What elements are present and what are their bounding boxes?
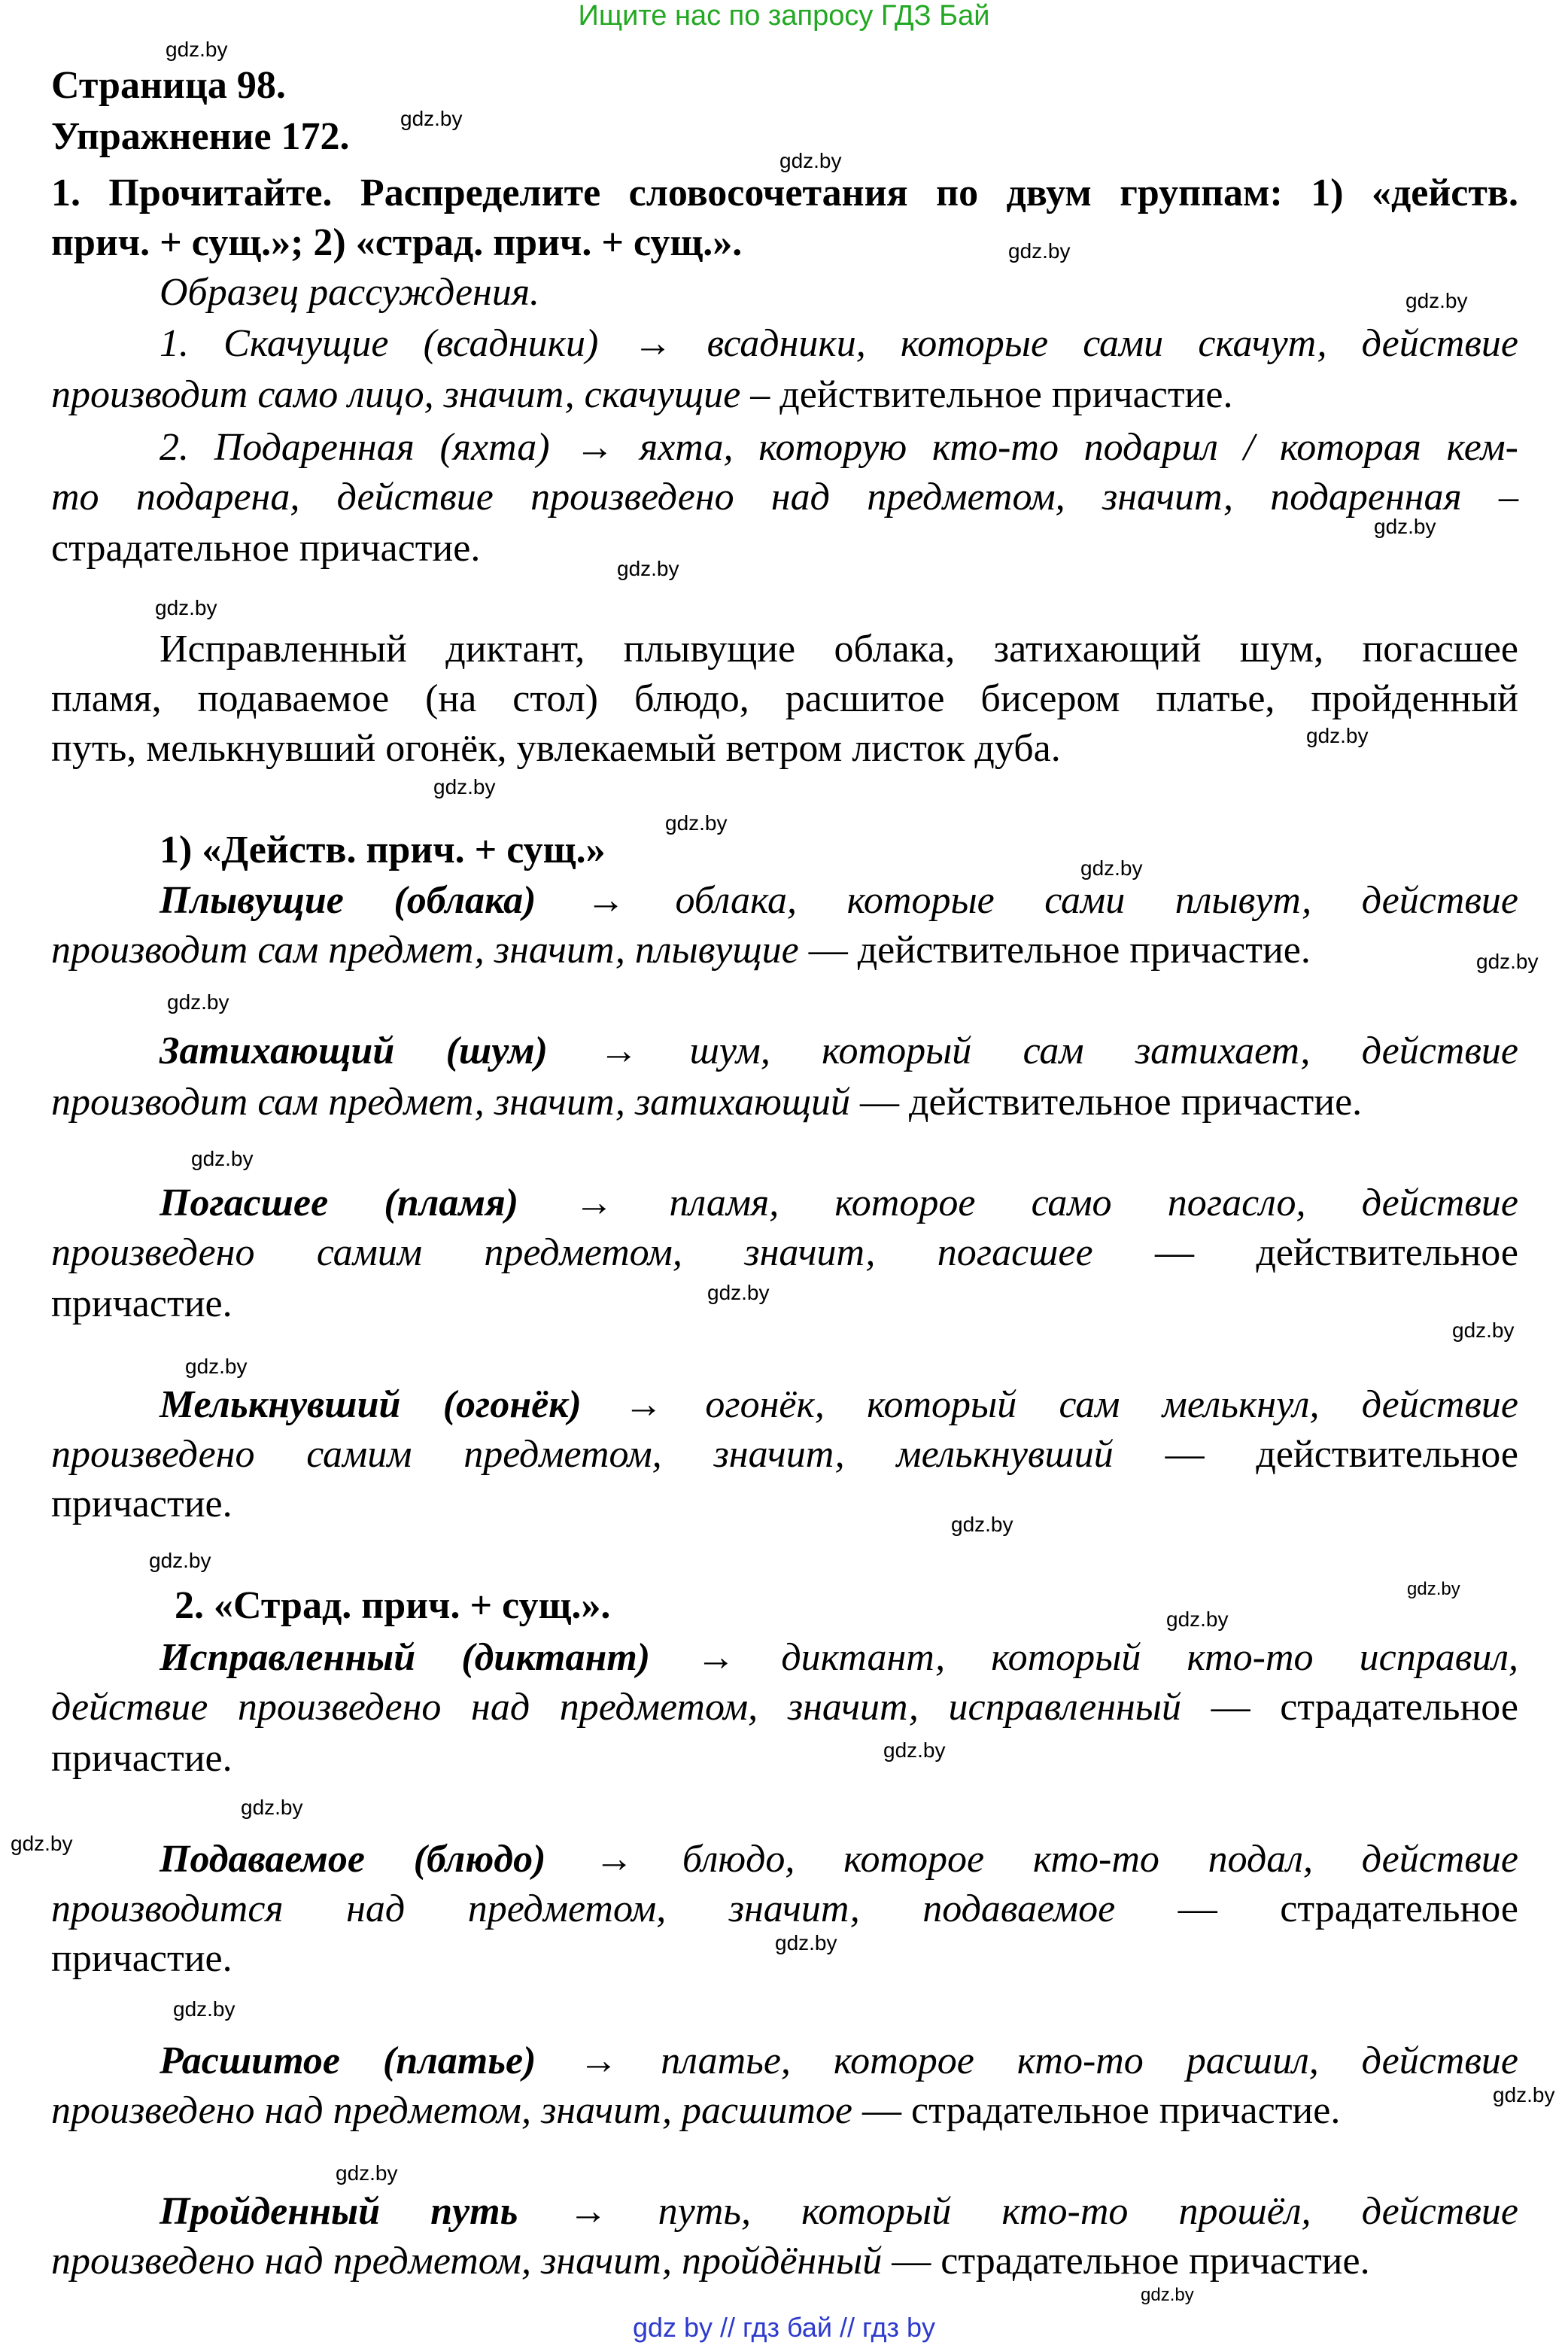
g2-item-2-line-1	[160, 1835, 1518, 1884]
watermark: gdz.by	[951, 1513, 1013, 1536]
g1-item-4-line-2	[51, 1430, 1518, 1480]
watermark: gdz.by	[665, 811, 728, 835]
exercise-title: Упражнение 172.	[51, 115, 350, 158]
group1-heading: 1) «Действ. прич. + сущ.»	[160, 829, 606, 871]
g1-item-2-term: Затихающий (шум)	[160, 1030, 548, 1072]
bottom-banner[interactable]: gdz by // гдз бай // гдз by	[632, 2312, 936, 2343]
watermark: gdz.by	[1374, 515, 1436, 538]
g1-item-3-reason: произведено самим предметом, значит, погасшее	[51, 1231, 1093, 1274]
watermark: gdz.by	[185, 1355, 248, 1378]
g1-item-2-reason: производит сам предмет, значит, затихающий	[51, 1081, 850, 1124]
g1-item-4-conclusion: — действительное	[1165, 1433, 1518, 1476]
g1-item-2-explanation: → шум, который сам затихает, действие	[599, 1030, 1518, 1072]
sample-p1-line-2	[51, 370, 1518, 420]
sample-p2-line-1: 2. Подаренная (яхта) → яхта, которую кто-то подарил / которая кем-	[160, 426, 1518, 469]
g2-item-3-line-1	[160, 2036, 1518, 2086]
g1-item-4-reason: произведено самим предметом, значит, мелькнувший	[51, 1433, 1114, 1476]
g2-item-3-explanation: → платье, которое кто-то расшил, действие	[579, 2039, 1518, 2082]
g1-item-2-conclusion: — действительное причастие.	[860, 1081, 1363, 1124]
g2-item-4-reason: произведено над предметом, значит, пройдённый	[51, 2240, 883, 2283]
g2-item-2-line-3: причастие.	[51, 1937, 232, 1980]
watermark: gdz.by	[1407, 1579, 1460, 1599]
watermark: gdz.by	[775, 1931, 837, 1954]
g1-item-1-line-2	[51, 926, 1518, 975]
phrases-line-2: пламя, подаваемое (на стол) блюдо, расшитое бисером платье, пройденный	[51, 677, 1518, 720]
g1-item-4-line-1	[160, 1380, 1518, 1430]
g2-item-1-line-2	[51, 1683, 1518, 1732]
task-line-2: прич. + сущ.»; 2) «страд. прич. + сущ.».	[51, 221, 743, 264]
g2-item-1-explanation: → диктант, который кто-то исправил,	[696, 1636, 1518, 1679]
watermark: gdz.by	[1306, 724, 1369, 747]
g2-item-3-term: Расшитое (платье)	[160, 2039, 536, 2082]
watermark: gdz.by	[173, 1997, 236, 2021]
sample-p1-line-1: 1. Скачущие (всадники) → всадники, которые сами скачут, действие	[160, 322, 1518, 365]
watermark: gdz.by	[336, 2161, 398, 2185]
watermark: gdz.by	[400, 107, 463, 130]
g2-item-3-reason: произведено над предметом, значит, расшитое	[51, 2089, 853, 2132]
g2-item-2-term: Подаваемое (блюдо)	[160, 1838, 546, 1881]
sample-p1-italic: производит само лицо, значит, скачущие	[51, 373, 741, 416]
g2-item-1-line-3: причастие.	[51, 1737, 232, 1780]
g1-item-2-line-1	[160, 1027, 1518, 1076]
sample-p2-line-2: то подарена, действие произведено над предметом, значит, подаренная –	[51, 476, 1518, 519]
task-line-1: 1. Прочитайте. Распределите словосочетания по двум группам: 1) «действ.	[51, 172, 1518, 214]
watermark: gdz.by	[883, 1738, 946, 1762]
g1-item-1-explanation: → облака, которые сами плывут, действие	[585, 879, 1518, 922]
watermark: gdz.by	[779, 149, 842, 172]
g2-item-1-conclusion: — страдательное	[1211, 1686, 1519, 1729]
g2-item-4-line-1	[160, 2187, 1518, 2237]
sample-title: Образец рассуждения.	[160, 271, 540, 314]
g2-item-4-explanation: → путь, который кто-то прошёл, действие	[568, 2190, 1518, 2233]
g2-item-2-line-2	[51, 1884, 1518, 1934]
watermark: gdz.by	[191, 1147, 254, 1170]
g2-item-4-term: Пройденный путь	[160, 2190, 518, 2233]
g1-item-3-conclusion: — действительное	[1155, 1231, 1519, 1274]
g1-item-1-conclusion: — действительное причастие.	[808, 929, 1311, 972]
g1-item-1-term: Плывущие (облака)	[160, 879, 536, 922]
g2-item-1-term: Исправленный (диктант)	[160, 1636, 651, 1679]
watermark: gdz.by	[617, 557, 679, 580]
g1-item-3-line-2	[51, 1228, 1518, 1278]
watermark: gdz.by	[167, 990, 229, 1014]
g2-item-3-conclusion: — страдательное причастие.	[862, 2089, 1341, 2132]
watermark: gdz.by	[1452, 1318, 1515, 1342]
watermark: gdz.by	[433, 775, 496, 798]
g1-item-3-line-3: причастие.	[51, 1282, 232, 1325]
watermark: gdz.by	[1476, 950, 1539, 973]
top-banner[interactable]: Ищите нас по запросу ГДЗ Бай	[578, 0, 990, 32]
watermark: gdz.by	[1493, 2083, 1555, 2106]
phrases-line-1: Исправленный диктант, плывущие облака, затихающий шум, погасшее	[160, 628, 1518, 671]
watermark: gdz.by	[241, 1796, 303, 1819]
g1-item-2-line-2	[51, 1078, 1518, 1127]
g1-item-1-reason: производит сам предмет, значит, плывущие	[51, 929, 799, 972]
g2-item-2-conclusion: — страдательное	[1178, 1887, 1518, 1930]
g1-item-3-line-1	[160, 1179, 1518, 1228]
watermark: gdz.by	[166, 38, 228, 61]
group2-heading: 2. «Страд. прич. + сущ.».	[175, 1584, 611, 1627]
g1-item-3-term: Погасшее (пламя)	[160, 1182, 519, 1224]
watermark: gdz.by	[1080, 856, 1143, 880]
g1-item-3-explanation: → пламя, которое само погасло, действие	[574, 1182, 1518, 1224]
g2-item-4-conclusion: — страдательное причастие.	[892, 2240, 1370, 2283]
g2-item-2-reason: производится над предметом, значит, подаваемое	[51, 1887, 1116, 1930]
g1-item-4-explanation: → огонёк, который сам мелькнул, действие	[624, 1383, 1519, 1426]
page-number: Страница 98.	[51, 64, 286, 107]
g2-item-4-line-2	[51, 2237, 1518, 2286]
sample-p2-line-3: страдательное причастие.	[51, 527, 481, 570]
g2-item-2-explanation: → блюдо, которое кто-то подал, действие	[594, 1838, 1519, 1881]
g2-item-3-line-2	[51, 2086, 1518, 2136]
phrases-line-3: путь, мелькнувший огонёк, увлекаемый ветром листок дуба.	[51, 727, 1061, 770]
g1-item-1-line-1	[160, 876, 1518, 926]
watermark: gdz.by	[707, 1281, 770, 1304]
g2-item-1-reason: действие произведено над предметом, значит, исправленный	[51, 1686, 1182, 1729]
watermark: gdz.by	[11, 1832, 73, 1855]
g1-item-4-term: Мелькнувший (огонёк)	[160, 1383, 582, 1426]
watermark: gdz.by	[155, 596, 217, 619]
watermark: gdz.by	[1405, 289, 1468, 312]
watermark: gdz.by	[149, 1549, 211, 1572]
g2-item-1-line-1	[160, 1633, 1518, 1683]
sample-p1-conclusion: – действительное причастие.	[750, 373, 1233, 416]
watermark: gdz.by	[1141, 2285, 1194, 2305]
watermark: gdz.by	[1166, 1607, 1229, 1631]
g1-item-4-line-3: причастие.	[51, 1483, 232, 1525]
watermark: gdz.by	[1008, 239, 1071, 263]
